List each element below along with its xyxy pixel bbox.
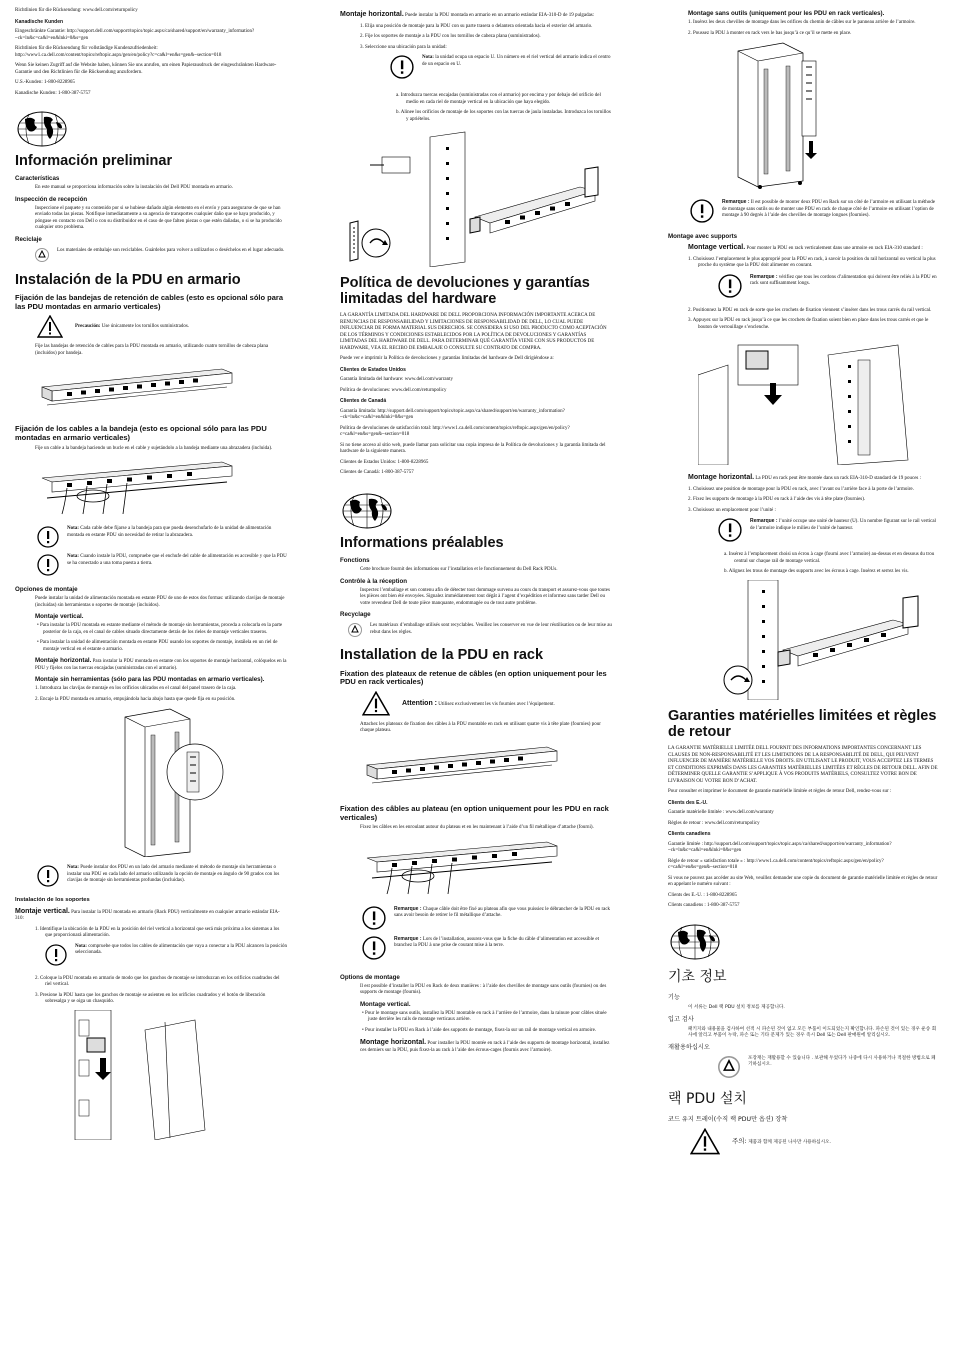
- remark-text: Lors de l’installation, assurez-vous que la fiche du câble d’alimentation est accessible et branchez la PDU à une prise de courant mise à la terre.: [394, 936, 599, 949]
- caution-text: 제품과 함께 제공된 나사만 사용하십시오.: [748, 1140, 831, 1146]
- recycle-note: [35, 248, 287, 262]
- bracket-mount-illustration: [698, 335, 940, 465]
- remark-label: Remarque :: [394, 905, 422, 912]
- remark-label: Remarque :: [722, 199, 750, 206]
- section-title: Política de devoluciones y garantías limitadas del hardware: [340, 275, 590, 308]
- exclamation-icon: [45, 944, 67, 966]
- bullet-item: • Pour installer la PDU en Rack à l’aide des supports de montage, fixez-la sur un rail de montage vertical en armoire.: [362, 1027, 597, 1033]
- subheading: Clients des E.-U.: [668, 799, 708, 806]
- exclamation-icon: [37, 526, 59, 548]
- exclamation-icon: [362, 936, 386, 960]
- note-1: [37, 526, 287, 548]
- warning-triangle-icon: [362, 691, 390, 716]
- substep: b. Alinee los orificios de montaje de los soportes con las tuercas de jaula instaladas. Introduzca los tornillos y apriételos.: [396, 110, 611, 122]
- attention-text: Utilisez exclusivement les vis fournies avec l’équipement.: [438, 701, 555, 707]
- step: 3. Appuyez sur la PDU en rack jusqu’à ce que les crochets de fixation soient bien en place dans les trous carrés et que le bouton de verrouillage s’enclenche.: [688, 318, 929, 330]
- subsection-heading: Características: [15, 175, 60, 183]
- toolless-mount-illustration: [728, 41, 940, 191]
- step: 3. Seleccione una ubicación para la unidad:: [360, 44, 447, 50]
- subsection-heading: 기능: [668, 993, 680, 1001]
- text-line: Richtlinien für die Rücksendung für vollständige Kundenzufriedenheit: http://www1.ca.dell.com/content/topics/reftopic.aspx/gen/en/policy?c=ca&l=en&s=gen&~section=018: [15, 46, 222, 58]
- text-line: Eingeschränkte Garantie: http://support.dell.com/support/topics/topic.aspx/ca/shared/support/en/warranty_information?~ck=ln&c=ca&l=en&lnki=0&s=gen: [15, 29, 255, 41]
- pdu-cable-illustration: [37, 456, 287, 518]
- exclamation-icon: [718, 274, 742, 298]
- step: 3. Choisissez un emplacement pour l’unité :: [688, 507, 776, 513]
- subsection-heading: Fijación de los cables a la bandeja (esto es opcional sólo para las PDU montadas en armario verticales): [15, 424, 267, 443]
- paragraph: Cette brochure fournit des informations sur l’installation et le fonctionnement du Dell Rack PDUs.: [360, 567, 558, 573]
- text-line: Wenn Sie keinen Zugriff auf die Website haben, können Sie uns anrufen, um einen Papierausdruck der eingeschränkten Hardware-Garantie und den Richtlinien für die Rücksendung anzufordern.: [15, 63, 277, 75]
- step: 1. Identifique la ubicación de la PDU en la posición del riel vertical a horizontal que será más próxima a los sistemas a los que proporcionará alimentación.: [35, 926, 280, 939]
- substep: b. Alignez les trous de montage des supports avec les écrous à cage. Insérez et serrez les vis.: [724, 569, 909, 575]
- remark-label: Remarque :: [750, 273, 778, 280]
- recycle-note: [718, 1056, 940, 1078]
- text-line: Si vous ne pouvez pas accéder au site Web, veuillez demander une copie du document de garantie matérielle limitée et règles de retour en appelant le numéro suivant :: [668, 875, 938, 888]
- text-line: Règles de retour : www.dell.com/returnpolicy: [668, 820, 760, 826]
- paragraph: Fije un cable a la bandeja haciendo un bucle en el cable y sujetándolo a la bandeja mediante una abrazadera (incluida).: [35, 445, 273, 451]
- remark-text: vérifiez que tous les cordons d’alimentation qui doivent être reliés à la PDU en rack sont suffisamment longs.: [750, 274, 937, 287]
- paragraph: Montaje vertical. Para instalar la PDU montada en armario (Rack PDU) verticalmente en cualquier armario estándar EIA-310:: [15, 907, 280, 922]
- bullet-item: • Pour le montage sans outils, installez la PDU montable en rack à l’arrière de l’armoire, dans la rainure pour câbles située juste derrière les rails de montage verticaux arrière.: [362, 1010, 607, 1023]
- pdu-tray-illustration: [37, 361, 287, 417]
- exclamation-icon: [718, 518, 742, 542]
- text-line: Richtlinien für die Rücksendung: www.dell.com/returnpolicy: [15, 8, 138, 13]
- section-title: Garanties matérielles limitées et règles de retour: [668, 707, 937, 740]
- note-4: [45, 944, 287, 966]
- paragraph: Montaje horizontal. Para instalar la PDU montada en estante con los soportes de montaje horizontal, colóquelos en la PDU y fíjelos con las tuercas encajadas (suministradas con el armario).: [35, 657, 287, 671]
- note-label: Nota:: [67, 526, 79, 532]
- remark-text: Chaque câble doit être fixé au plateau afin que vous puissiez le débrancher de la PDU en rack sans avoir besoin de retirer le fil métallique d’attache.: [394, 906, 611, 919]
- step: 3. Presione la PDU hasta que los ganchos de montaje se asienten en los orificios cuadrados y el botón de liberación sobresalga y se oiga un chasquido.: [35, 992, 266, 1005]
- paragraph: Puede ver e imprimir la Política de devoluciones y garantías limitadas del hardware de Dell dirigiéndose a:: [340, 356, 554, 362]
- step: 2. Coloque la PDU montada en armario de modo que los ganchos de montaje se introduzcan en los orificios cuadrados del riel vertical.: [35, 975, 280, 988]
- column-spanish-french: [340, 0, 612, 1349]
- subsection-heading: Contrôle à la réception: [340, 577, 408, 585]
- exclamation-icon: [37, 554, 59, 576]
- text-line: Clientes de Estados Unidos: 1-800-8228965: [340, 459, 429, 465]
- paragraph: 포장재는 재활용할 수 있습니다 . 보관해 두었다가 나중에 다시 사용하거나 적절한 방법으로 폐기하십시오.: [748, 1055, 936, 1067]
- subheading: Clients canadiens: [668, 831, 711, 838]
- remark-text: Il est possible de monter deux PDU en Rack sur un côté de l’armoire en utilisant la méthode de montage sans outils ou de monter une PDU en rack de chaque côté de l’armoire en utilisant l’option de montage à 90 degrés à l’aide des chevilles de montage longues (fournies).: [722, 200, 936, 219]
- globe-icon: [670, 924, 940, 960]
- caution-note: [37, 315, 287, 338]
- text-line: Garantía limitada: http://support.dell.com/support/topics/topic.aspx/ca/shared/support/en/warranty_information?~ck=ln&c=ca&l=en&lnki=0&s=gen: [340, 408, 565, 421]
- subsection-heading: Montaje sin herramientas (sólo para las PDU montadas en armario verticales).: [35, 676, 265, 684]
- exclamation-icon: [37, 865, 59, 887]
- text-line: Clients des E.-U. : 1-800-8228965: [668, 892, 737, 898]
- remark-text: l’unité occupe une unité de hauteur (U). Un nombre figurant sur le rail vertical de l’armoire indique le milieu de l’unité de hauteur.: [750, 519, 936, 531]
- section-title: 랙 PDU 설치: [668, 1090, 747, 1107]
- substep: a. Insérez à l’emplacement choisi un écrou à cage (fourni avec l’armoire) au-dessus et en dessous du trou central sur chaque rail de montage vertical.: [724, 552, 935, 564]
- section-title: Installation de la PDU en rack: [340, 647, 544, 664]
- subsection-heading: 코드 유지 트레이(수직 랙 PDU만 옵션) 장착: [668, 1116, 788, 1124]
- note-label: Nota:: [67, 865, 79, 871]
- text-line: Garantie limitée : http://support.dell.com/support/topics/topic.aspx/ca/shared/support/en/warranty_information?~ck=ln&c=ca&l=en&lnki=0&s=gen: [668, 841, 892, 854]
- note-2: [37, 554, 287, 576]
- step: 2. Fije los soportes de montaje a la PDU con los tornillos de cabeza plana (suministrados).: [360, 34, 541, 39]
- subsection-heading: Montage sans outils (uniquement pour les PDU en rack verticales).: [688, 10, 885, 17]
- recycle-icon: [35, 248, 49, 262]
- horizontal-mount-illustration: [340, 127, 612, 267]
- subsection-heading: 재활용하십시오: [668, 1043, 710, 1051]
- warning-triangle-icon: [37, 315, 63, 338]
- subsection-heading: Fijación de las bandejas de retención de cables (esto es opcional sólo para las PDU montadas en armario verticales): [15, 293, 284, 311]
- step: 1. Elija una posición de montaje para la PDU con su parte trasera o delantera orientada hacia el exterior del armario.: [360, 23, 593, 29]
- step: 1. Choisissez une position de montage pour la PDU en rack, avec l’avant ou l’arrière face à la porte de l’armoire.: [688, 486, 914, 492]
- step: 1. Choisissez l’emplacement le plus approprié pour la PDU en rack, à savoir la position du rail horizontal ou vertical la plus proche du système que la PDU doit alimenter en courant.: [688, 256, 936, 269]
- section-title: Instalación de la PDU en armario: [15, 271, 241, 288]
- subsection-heading: Opciones de montaje: [15, 586, 78, 594]
- paragraph: Los materiales de embalaje son reciclables. Guárdelos para volver a utilizarlos o deséchelos en el lugar adecuado.: [57, 247, 285, 253]
- note-label: Nota:: [422, 55, 434, 60]
- recycle-icon: [348, 623, 362, 637]
- caution-text: Use únicamente los tornillos suministrados.: [101, 323, 190, 329]
- recycle-note: [348, 623, 612, 637]
- text-line: Política de devoluciones: www.dell.com/returnpolicy: [340, 387, 447, 393]
- pdu-cable-illustration: [362, 836, 612, 898]
- bullet-item: • Para instalar la unidad de alimentación montada en estante PDU usando los soportes de montaje, instálela en un riel de montaje vertical en el estante o armario.: [37, 640, 278, 652]
- unit-note: [390, 55, 612, 79]
- section-title: Información preliminar: [15, 153, 173, 169]
- subsection-heading: 입고 검사: [668, 1015, 694, 1023]
- text-line: Política de devoluciones de satisfacción total: http://www1.ca.dell.com/content/topics/reftopic.aspx/gen/en/policy?c=ca&l=en&s=gen&~section=018: [340, 425, 570, 438]
- paragraph: 패키지와 내용물을 검사하여 선적 시 파손된 것이 없고 모든 부품이 이도되었는지 확인합니다. 파손된 것이 있는 경우 운송 회사에 알리고 부품이 누락, 파손 또는 기타 문제가 있는 경우 즉시 Dell 또는 Dell 판매원에 알리십시오.: [688, 1026, 937, 1038]
- paragraph: Attachez les plateaux de fixation des câbles à la PDU montable en rack en utilisant quatre vis à tête plate (fournies) pour chaque plateau.: [360, 721, 601, 734]
- note-3: [37, 865, 287, 887]
- subsection-heading: Inspección de recepción: [15, 195, 88, 203]
- caution-note: [690, 1128, 940, 1155]
- exclamation-icon: [390, 55, 414, 79]
- paragraph: Puede instalar la unidad de alimentación montada en estante PDU de uno de estos dos formas: utilizando clavijas de montaje (incluidas) sin herramientas o soportes de montaje (incluidos).: [35, 596, 285, 608]
- paragraph: Montage vertical. Pour monter la PDU en rack verticalement dans une armoire en rack EIA-310 standard :: [688, 244, 923, 252]
- text-line: Si no tiene acceso al sitio web, puede llamar para solicitar una copia impresa de la Política de devoluciones y la garantía limitada del hardware de la siguiente manera.: [340, 442, 606, 455]
- caution-label: 주의:: [732, 1137, 747, 1146]
- step: 2. Poussez la PDU à monter en rack vers le bas jusqu’à ce qu’il se mette en place.: [688, 30, 852, 36]
- text-line: Kanadische Kunden: 1-800-387-5757: [15, 90, 91, 96]
- subsection-heading: Options de montage: [340, 973, 400, 981]
- subsection-heading: Montage vertical.: [360, 1000, 411, 1008]
- text-line: Règle de retour « satisfaction totale » : http://www1.ca.dell.com/content/topics/reftopic.aspx/gen/en/policy?c=ca&l=en&s=gen&~section=018: [668, 858, 884, 871]
- pdu-tray-illustration: [362, 739, 612, 795]
- note-label: Nota:: [75, 943, 87, 949]
- attention-note: [362, 691, 612, 716]
- globe-icon: [342, 493, 612, 529]
- text-line: Clientes de Canadá: 1-800-387-5757: [340, 470, 414, 476]
- section-title: Informations préalables: [340, 534, 504, 551]
- paragraph: Pour consulter et imprimer le document de garantie matérielle limitée et règles de retour Dell, rendez-vous sur :: [668, 789, 892, 795]
- note-text: Cuando instale la PDU, compruebe que el enchufe del cable de alimentación es accesible y que la PDU se ha conectado a una toma puesta a tierra.: [67, 554, 287, 566]
- recycle-icon: [718, 1056, 740, 1078]
- subsection-heading: Montage avec supports: [668, 233, 738, 241]
- step: 2. Fixez les supports de montage à la PDU en rack à l’aide des vis à tête plate (fournies).: [688, 497, 866, 503]
- bracket-mount-illustration: [45, 1010, 287, 1140]
- exclamation-icon: [362, 906, 386, 930]
- horizontal-mount-illustration: [678, 580, 940, 700]
- step: 2. Encaje la PDU montada en armario, empujándola hacia abajo hasta que quede fija en su posición.: [35, 696, 236, 702]
- paragraph: Montage horizontal. La PDU en rack peut être montée dans un rack EIA-310-D standard de 19 pouces :: [688, 474, 921, 482]
- step: 1. Insérez les deux chevilles de montage dans les orifices du chemin de câbles sur le panneau arrière de l’armoire.: [688, 20, 916, 26]
- column-spanish: [15, 0, 287, 1349]
- subsection-heading: Montaje vertical.: [35, 613, 84, 621]
- paragraph: Fixez les câbles en les enroulant autour du plateau et en les maintenant à l’aide d’un fil métallique d’attache (fourni).: [360, 825, 594, 831]
- rack-cabinet-illustration: [115, 707, 287, 857]
- paragraph: 이 서류는 Dell 랙 PDU 설치 정보를 제공합니다.: [688, 1004, 785, 1010]
- paragraph: Inspectez l’emballage et son contenu afin de détecter tout dommage survenu au cours du transport et assurez-vous que toutes les pièces ont bien été envoyées. Signalez immédiatement tout dégât à l’agent d’expédition et informez sans tarder Dell ou votre revendeur Dell de toute pièce manquante, endommagée ou de tout autre problème.: [360, 587, 610, 606]
- section-title: 기초 정보: [668, 968, 727, 985]
- subsection-heading: Instalación de los soportes: [15, 897, 90, 904]
- paragraph: Montage horizontal. Pour installer la PDU montée en rack à l’aide des supports de montage horizontal, installez ces derniers sur la PDU, puis fixez-la au rack à l’aide des écrous-cages (fournis avec l’armoire).: [360, 1039, 610, 1053]
- paragraph: Inspeccione el paquete y su contenido por si se hubiese dañado algún elemento en el envío y para asegurarse de que se han enviado todas las piezas. Notifique inmediatamente a su agencia de transportes cualquier daño que se haya producido, y póngase en contacto con Dell o con su distribuidor en el caso de que falten piezas o que estén dañadas, o si se ha producido cualquier otro problema.: [35, 205, 282, 231]
- remark-3: [690, 199, 940, 223]
- column-french-korean: [668, 0, 940, 1349]
- attention-label: Attention :: [402, 699, 437, 707]
- subsection-heading: Fonctions: [340, 557, 370, 565]
- note-text: Cada cable debe fijarse a la bandeja para que pueda desenchufarlo de la unidad de alimentación montada en estante PDU sin necesidad de retirar la abrazadera.: [67, 526, 272, 538]
- text-line: U.S.-Kunden: 1-800-8228965: [15, 80, 75, 85]
- contact-block-german: [15, 0, 287, 97]
- paragraph: LA GARANTÍA LIMITADA DEL HARDWARE DE DELL PROPORCIONA INFORMACIÓN IMPORTANTE ACERCA DE RENUNCIAS DE RESPONSABILIDAD Y LIMITACIONES DE RESPONSABILIDAD DE DELL, LO CUAL PUEDE INFLUENCIAR DE FORMA MATERIAL SUS DERECHOS. SE CONSIDERA SI USO DEL PRODUCTO COMO ACEPTACIÓN DE LOS TÉRMINOS Y CONDICIONES ESTABLECIDOS POR LA POLÍTICA DE DEVOLUCIONES Y GARANTÍAS LIMITADAS DEL HARDWARE DE DELL. PARA DETERMINAR QUÉ GARANTÍA VIENE CON SUS PRODUCTOS DE HARDWARE, VEA EL RECIBO DE EMBALAJE O CONSULTE SU CONTRATO DE COMPRA.: [340, 313, 607, 351]
- text-line: Garantía limitada del hardware: www.dell.com/warranty: [340, 377, 453, 383]
- exclamation-icon: [690, 199, 714, 223]
- paragraph: LA GARANTIE MATÉRIELLE LIMITÉE DELL FOURNIT DES INFORMATIONS IMPORTANTES CONCERNANT LES CLAUSES DE NON-RESPONSABILITÉ ET LES LIMITATIONS DE LA RESPONSABILITÉ DE DELL, QUI PEUVENT INFLUENCER DE MANIÈRE MATÉRIELLE VOS DROITS. EN UTILISANT LE PRODUIT, VOUS ACCEPTEZ LES TERMES ET CONDITIONS EXPRIMÉS DANS LES GARANTIES MATÉRIELLES LIMITÉES ET RÈGLES DE RETOUR DELL. AFIN DE DÉTERMINER QUELLE GARANTIE S’APPLIQUE À VOS PRODUITS MATÉRIELS, CONSULTEZ VOTRE BON DE LIVRAISON OU VOTRE BON D’ACHAT.: [668, 746, 938, 784]
- text-line: Clients canadiens : 1-800-387-5757: [668, 903, 740, 909]
- step: 2. Positionnez la PDU en rack de sorte que les crochets de fixation viennent s’insérer dans les trous carrés du rail vertical.: [688, 307, 932, 313]
- remark-1: [362, 906, 612, 930]
- subsection-heading: Fixation des câbles au plateau (en option uniquement pour les PDU en rack verticales): [340, 803, 609, 822]
- bullet-item: • Para instalar la PDU montada en estante mediante el método de montaje sin herramientas, proceda a colocarla en la parte posterior de la caja, en el canal de cables situado directamente detrás de los rieles de montaje verticales traseros.: [37, 623, 283, 635]
- text-line: Garantie matérielle limitée : www.dell.com/warranty: [668, 810, 774, 816]
- note-text: compruebe que todos los cables de alimentación que vaya a conectar a la PDU alcancen la posición seleccionada.: [75, 943, 287, 956]
- subsection-heading: Fixation des plateaux de retenue de câbles (en option uniquement pour les PDU en rack verticales): [340, 668, 607, 687]
- remark-4: [718, 274, 940, 298]
- subheading: Clientes de Canadá: [340, 398, 387, 405]
- note-text: la unidad ocupa un espacio U. Un número en el riel vertical del armario indica el centro de un espacio en U.: [422, 55, 611, 67]
- paragraph: En este manual se proporciona información sobre la instalación del Dell PDU montada en armario.: [35, 185, 233, 191]
- caution-label: Precaución:: [75, 323, 101, 329]
- globe-icon: [17, 111, 287, 147]
- warning-triangle-icon: [690, 1128, 720, 1155]
- text-line: Kanadische Kunden: [15, 18, 64, 25]
- paragraph: Il est possible d’installer la PDU en Rack de deux manières : à l’aide des chevilles de montage sans outils (fournies) ou des supports de montage (fournis).: [360, 983, 607, 996]
- subsection-heading: Reciclaje: [15, 235, 42, 243]
- paragraph: Montaje horizontal. Puede instalar la PDU montada en armario en un armario estándar EIA-310-D de 19 pulgadas:: [340, 11, 595, 18]
- remark-label: Remarque :: [750, 518, 778, 525]
- note-label: Nota:: [67, 554, 79, 560]
- subsection-heading: Recyclage: [340, 611, 371, 619]
- remark-label: Remarque :: [394, 935, 422, 942]
- subheading: Clientes de Estados Unidos: [340, 366, 406, 373]
- remark-5: [718, 518, 940, 542]
- substep: a. Introduzca tuercas encajadas (suministradas con el armario) por encima y por debajo del orificio del medio en cada riel de montaje vertical en la ubicación que haya elegido.: [396, 93, 601, 105]
- paragraph: Fije las bandejas de retención de cables para la PDU montada en armario, utilizando cuatro tornillos de cabeza plana (incluidos) por bandeja.: [35, 344, 269, 356]
- remark-2: [362, 936, 612, 960]
- note-text: Puede instalar dos PDU en un lado del armario mediante el método de montaje sin herramientas o instalar una PDU en cada lado del armario utilizando la opción de montaje en ángulo de 90 grados con los clavijas de montaje sin herramientas profundas (incluidas).: [67, 865, 280, 884]
- paragraph: Les matériaux d’emballage utilisés sont recyclables. Veuillez les conserver en vue de leur réutilisation ou de leur mise au rebut dans les règles.: [370, 623, 612, 635]
- step: 1. Introduzca las clavijas de montaje en los orificios ubicados en el canal del panel trasero de la caja.: [35, 686, 237, 692]
